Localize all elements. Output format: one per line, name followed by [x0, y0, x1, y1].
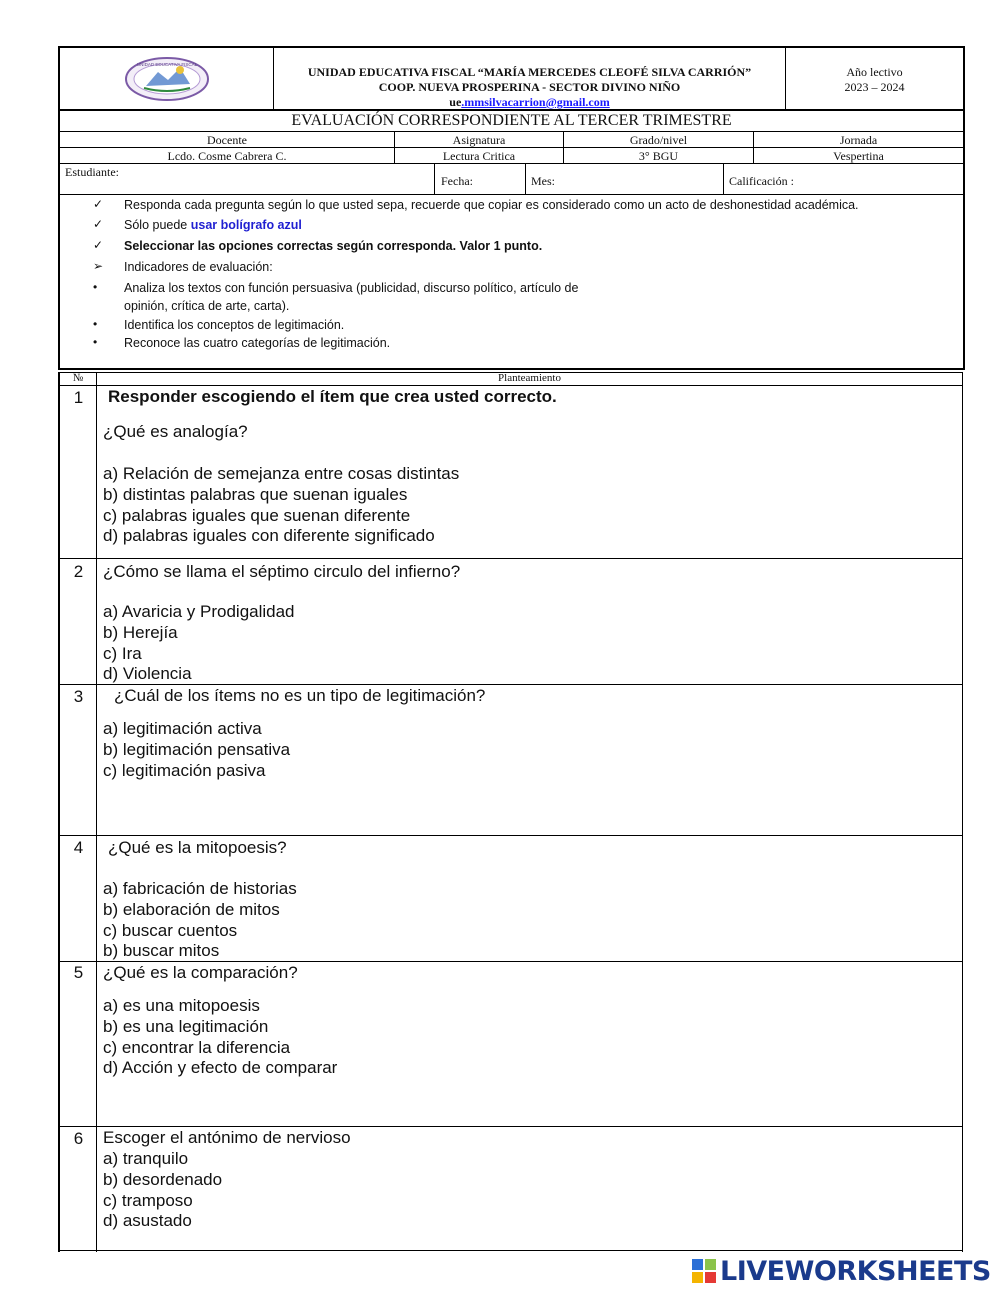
- question-number: 3: [73, 687, 84, 706]
- question-2-options: [103, 602, 295, 685]
- question-number: 2: [73, 562, 84, 581]
- bullet-icon: •: [93, 280, 98, 294]
- option[interactable]: b) es una legitimación: [103, 1016, 269, 1036]
- option[interactable]: a) fabricación de historias: [103, 879, 297, 898]
- option[interactable]: d) Acción y efecto de comparar: [103, 1058, 338, 1078]
- value-docente: Lcdo. Cosme Cabrera C.: [167, 149, 287, 163]
- school-year-value: 2023 – 2024: [844, 80, 905, 94]
- column-number-header: №: [72, 372, 84, 384]
- logo-text: UNIDAD EDUCATIVA FISCAL: [136, 62, 198, 67]
- bullet-icon: •: [93, 335, 98, 349]
- bullet-icon: •: [93, 317, 98, 331]
- header-grado: Grado/nivel: [629, 133, 688, 147]
- question-number: 4: [73, 838, 84, 857]
- option[interactable]: d) asustado: [103, 1211, 192, 1231]
- question-6-text: Escoger el antónimo de nervioso: [103, 1128, 351, 1147]
- instruction-3: Seleccionar las opciones correctas según corresponda. Valor 1 punto.: [124, 239, 543, 253]
- title-divider: [58, 131, 965, 132]
- option[interactable]: c) Ira: [103, 643, 142, 663]
- check-icon: ✓: [93, 217, 104, 231]
- option[interactable]: d) palabras iguales con diferente significado: [103, 526, 435, 546]
- arrow-icon: ➢: [93, 259, 104, 273]
- school-year: [786, 65, 963, 95]
- month-field[interactable]: Mes:: [531, 174, 555, 188]
- option[interactable]: b) distintas palabras que suenan iguales: [103, 484, 408, 504]
- option[interactable]: b) Herejía: [103, 622, 178, 642]
- option[interactable]: b) buscar mitos: [103, 941, 220, 961]
- school-name: [274, 65, 785, 110]
- indicator-2: Identifica los conceptos de legitimación.: [124, 318, 345, 332]
- option[interactable]: b) desordenado: [103, 1169, 223, 1189]
- option[interactable]: b) elaboración de mitos: [103, 899, 280, 919]
- date-field[interactable]: Fecha:: [441, 174, 473, 188]
- school-line-1: UNIDAD EDUCATIVA FISCAL “MARÍA MERCEDES CLEOFÉ SILVA CARRIÓN”: [307, 65, 752, 79]
- option[interactable]: a) es una mitopoesis: [103, 996, 260, 1015]
- option[interactable]: d) Violencia: [103, 664, 192, 684]
- option[interactable]: a) Avaricia y Prodigalidad: [103, 602, 295, 621]
- option[interactable]: a) Relación de semejanza entre cosas distintas: [103, 464, 460, 483]
- question-5-options: [103, 996, 337, 1079]
- question-4-text: ¿Qué es la mitopoesis?: [108, 838, 287, 857]
- option[interactable]: c) palabras iguales que suenan diferente: [103, 505, 411, 525]
- indicator-3: Reconoce las cuatro categorías de legitimación.: [124, 336, 391, 350]
- indicator-1-line-1: Analiza los textos con función persuasiva (publicidad, discurso político, artículo de: [124, 281, 579, 295]
- liveworksheets-wordmark: LIVEWORKSHEETS: [720, 1255, 991, 1287]
- email-prefix: ue: [449, 95, 462, 109]
- student-field[interactable]: Estudiante:: [65, 165, 119, 179]
- school-logo: [124, 56, 210, 102]
- question-5-text: ¿Qué es la comparación?: [103, 963, 298, 982]
- value-jornada: Vespertina: [833, 149, 884, 163]
- liveworksheets-logo: [692, 1256, 991, 1286]
- value-asignatura: Lectura Critica: [442, 149, 516, 163]
- liveworksheets-icon: [692, 1259, 716, 1283]
- email-link[interactable]: .mmsilvacarrion@gmail.com: [461, 95, 610, 109]
- instruction-2-prefix: Sólo puede: [124, 218, 191, 232]
- option[interactable]: c) legitimación pasiva: [103, 760, 266, 780]
- grade-field[interactable]: Calificación :: [729, 174, 794, 188]
- instruction-1: Responda cada pregunta según lo que usted sepa, recuerde que copiar es considerado como un acto de deshonestidad académica.: [124, 198, 859, 212]
- question-1-text: ¿Qué es analogía?: [103, 422, 248, 441]
- instruction-2-highlight: usar bolígrafo azul: [190, 218, 302, 232]
- instruction-2: [124, 218, 302, 232]
- question-6-options: [103, 1149, 222, 1232]
- evaluation-title: EVALUACIÓN CORRESPONDIENTE AL TERCER TRIMESTRE: [291, 112, 732, 129]
- question-1-options: [103, 464, 459, 547]
- question-3-text: ¿Cuál de los ítems no es un tipo de legitimación?: [114, 686, 486, 705]
- question-3-options: [103, 719, 290, 781]
- value-grado: 3° BGU: [638, 149, 679, 163]
- school-line-2: COOP. NUEVA PROSPERINA - SECTOR DIVINO NIÑO: [378, 80, 681, 94]
- school-year-label: Año lectivo: [846, 65, 903, 79]
- indicator-1-line-2: opinión, crítica de arte, carta).: [124, 299, 290, 313]
- question-number: 6: [73, 1129, 84, 1148]
- option[interactable]: b) legitimación pensativa: [103, 739, 291, 759]
- question-1-instruction: Responder escogiendo el ítem que crea usted correcto.: [108, 387, 557, 406]
- question-2-text: ¿Cómo se llama el séptimo circulo del infierno?: [103, 562, 461, 581]
- indicators-label: Indicadores de evaluación:: [124, 260, 273, 274]
- question-number: 1: [73, 388, 84, 407]
- school-email: [274, 95, 785, 110]
- option[interactable]: a) tranquilo: [103, 1149, 189, 1168]
- header-asignatura: Asignatura: [452, 133, 506, 147]
- check-icon: ✓: [93, 238, 104, 252]
- column-statement-header: Planteamiento: [498, 372, 561, 384]
- instructions-bottom-border: [58, 368, 965, 370]
- header-jornada: Jornada: [839, 133, 878, 147]
- header-docente: Docente: [207, 133, 247, 147]
- option[interactable]: c) buscar cuentos: [103, 920, 238, 940]
- check-icon: ✓: [93, 197, 104, 211]
- option[interactable]: a) legitimación activa: [103, 719, 262, 738]
- option[interactable]: c) tramposo: [103, 1190, 193, 1210]
- question-4-options: [103, 879, 297, 962]
- question-number: 5: [73, 963, 84, 982]
- option[interactable]: c) encontrar la diferencia: [103, 1037, 291, 1057]
